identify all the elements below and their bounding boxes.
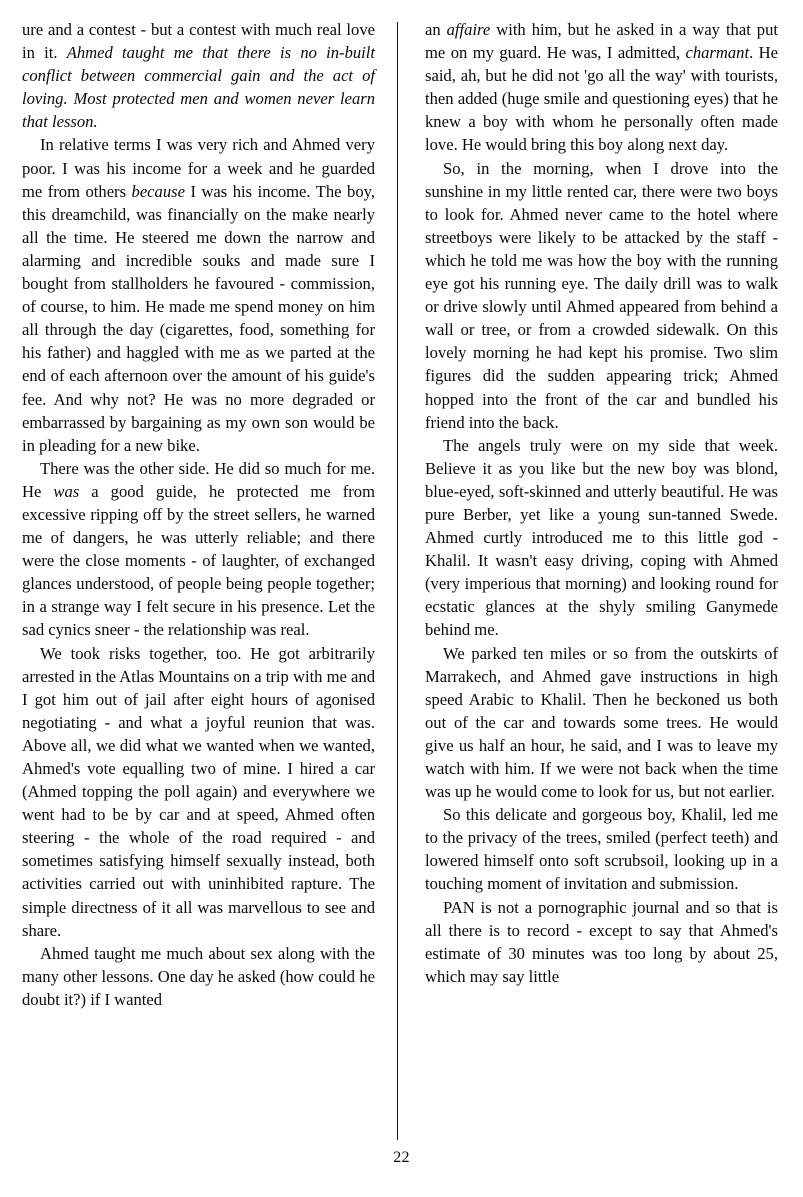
text-run: We parked ten miles or so from the outskirts of Marrakech, and Ahmed gave instructions in high speed Arabic to Khalil. Then he beckoned us both out of the car and towards some trees. He would give us half an hour, he said, and I was to leave my watch with him. If we were not back when the time was up he would come to look for us, but not earlier. — [425, 643, 778, 802]
emphasis-run: Ahmed taught me that there is no in-built conflict between commercial gain and the act of loving. Most protected men and women never learn that lesson. — [22, 43, 376, 132]
paragraph — [425, 803, 778, 895]
text-run: So this delicate and gorgeous boy, Khalil, led me to the privacy of the trees, smiled (perfect teeth) and lowered himself onto soft scrubsoil, looking up in a touching moment of invitation and submission. — [425, 805, 778, 894]
paragraph — [22, 133, 375, 456]
text-run: with him, but he asked in a way that put me on my guard. He was, I admitted, — [425, 20, 778, 63]
paragraph — [425, 896, 778, 988]
emphasis-run: affaire — [446, 20, 491, 39]
text-run: an — [425, 20, 447, 39]
paragraph — [425, 434, 778, 642]
emphasis-run: charmant — [685, 43, 750, 63]
text-run: PAN is not a pornographic journal and so that is all there is to record - except to say that Ahmed's estimate of 30 minutes was too long by about 25, which may say little — [425, 897, 778, 986]
column-right — [425, 18, 778, 988]
column-divider-rule — [397, 22, 398, 1140]
paragraph — [22, 942, 375, 1011]
text-run: In relative terms I was very rich and Ahmed very poor. I was his income for a week and he guarded me from others — [22, 135, 375, 201]
text-run: I was his income. The boy, this dreamchild, was financially on the make nearly all the time. He steered me down the narrow and alarming and incredible souks and made sure I bought from stallholders he favoured - commission, of course, to him. He made me spend money on him all through the day (cigarettes, food, something for his father) and haggled with me as we parted at the end of each afternoon over the amount of his guide's fee. And why not? He was no more degraded or embarrassed by bargaining as my own son would be in pleading for a new bike. — [22, 181, 375, 455]
text-run: Ahmed taught me much about sex along with the many other lessons. One day he asked (how could he doubt it?) if I wanted — [22, 943, 375, 1009]
text-run: So, in the morning, when I drove into the sunshine in my little rented car, there were two boys to look for. Ahmed never came to the hotel where streetboys were likely to be attacked by the staff - which he told me was how the boy with the running eye got his running eye. The daily drill was to walk or drive slowly until Ahmed appeared from behind a wall or tree, or from a crowded sidewalk. On this lovely morning he had kept his promise. Two slim figures did the sudden appearing trick; Ahmed hopped into the front of the car and bundled his friend into the back. — [425, 158, 778, 432]
column-left — [22, 18, 375, 1011]
paragraph — [22, 642, 375, 942]
paragraph — [22, 18, 375, 133]
text-run: . He said, ah, but he did not 'go all the way' with tourists, then added (huge smile and questioning eyes) that he knew a boy with whom he personally often made love. He would bring this boy along next day. — [425, 43, 778, 155]
text-run: ure and a contest - but a contest with much real love in it. — [22, 20, 375, 63]
text-run: a good guide, he protected me from excessive ripping off by the street sellers, he warned me of dangers, he was utterly reliable; and there were the close moments - of laughter, of exchanged glances understood, of people being people together; in a strange way I felt secure in his presence. Let the sad cynics sneer - the relationship was real. — [22, 481, 375, 640]
emphasis-run: because — [131, 181, 185, 201]
text-run: We took risks together, too. He got arbitrarily arrested in the Atlas Mountains on a trip with me and I got him out of jail after eight hours of agonised negotiating - and what a joyful reunion that was. Above all, we did what we wanted when we wanted, Ahmed's vote equalling two of mine. I hired a car (Ahmed topping the poll again) and everywhere we went had to be by car and at speed, Ahmed often steering - the whole of the road required - and sometimes satisfying himself sexually instead, both activities carried out with uninhibited rapture. The simple directness of it all was marvellous to see and share. — [22, 643, 376, 940]
paragraph — [425, 642, 778, 804]
text-run: The angels truly were on my side that week. Believe it as you like but the new boy was blond, blue-eyed, soft-skinned and utterly beautiful. He was pure Berber, yet like a young sun-tanned Swede. Ahmed curtly introduced me to this little god - Khalil. It wasn't easy driving, coping with Ahmed (very imperious that morning) and looking round for ecstatic glances at the shyly smiling Ganymede behind me. — [425, 435, 778, 640]
emphasis-run: was — [53, 481, 80, 501]
paragraph — [425, 18, 778, 157]
paragraph — [425, 157, 778, 434]
page-number: 22 — [393, 1149, 410, 1166]
text-run: There was the other side. He did so much for me. He — [22, 458, 375, 501]
paragraph — [22, 457, 375, 642]
